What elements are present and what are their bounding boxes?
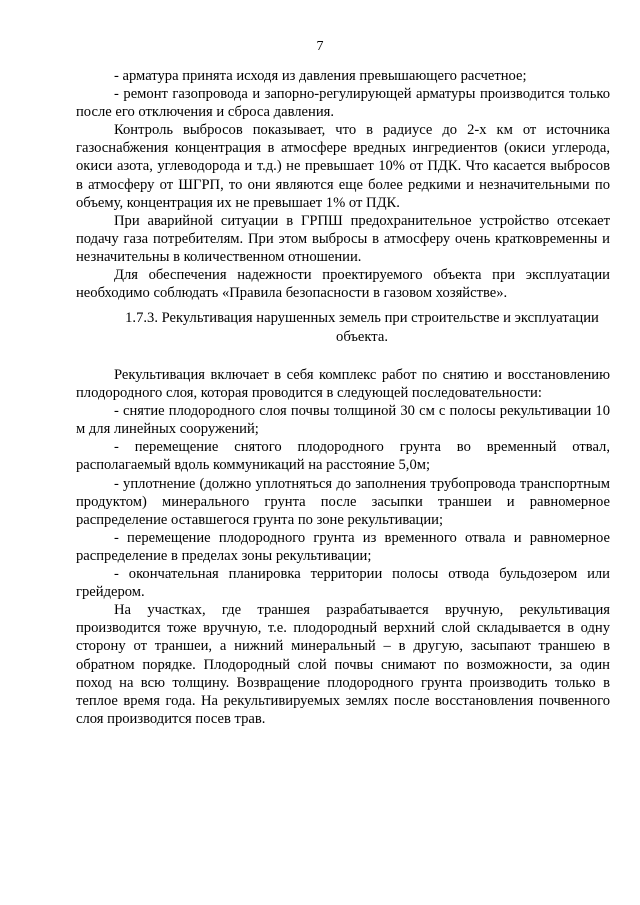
text-block-bottom [76,366,610,728]
paragraph: - снятие плодородного слоя почвы толщиной 30 см с полосы рекультивации 10 м для линейных сооружений; [76,403,610,438]
paragraph: - уплотнение (должно уплотняться до заполнения трубопровода транспортным продуктом) минерального грунта после засыпки траншеи и равномерное распределение оставшегося грунта по зоне рекультивации; [76,475,610,528]
paragraph: - ремонт газопровода и запорно-регулирующей арматуры производится только после его отключения и сброса давления. [76,86,610,121]
paragraph: - перемещение снятого плодородного грунта во временный отвал, располагаемый вдоль коммуникаций на расстояние 5,0м; [76,439,610,474]
paragraph: Рекультивация включает в себя комплекс работ по снятию и восстановлению плодородного слоя, которая проводится в следующей последовательности: [76,367,610,402]
page-number: 7 [316,39,324,54]
paragraph: Контроль выбросов показывает, что в радиусе до 2-х км от источника газоснабжения концентрация в атмосфере вредных ингредиентов (окиси углерода, окиси азота, углеводорода и т.д.) не превышает 10% от ПДК. Что касается выбросов в атмосферу от ШГРП, то они являются еще более редкими и незначительными по объему, концентрация их не превышает 1% от ПДК. [76,122,610,211]
paragraph: - перемещение плодородного грунта из временного отвала и равномерное распределение в пределах зоны рекультивации; [76,529,610,564]
text-block-top [76,67,610,302]
paragraph: - арматура принята исходя из давления превышающего расчетное; [114,68,527,84]
paragraph: На участках, где траншея разрабатывается вручную, рекультивация производится тоже вручную, т.е. плодородный верхний слой складывается в одну сторону от траншеи, а нижний минеральный – в другую, засыпают траншею в обратном порядке. Плодородный слой почвы снимают по возможности, за один поход на всю толщину. Возвращение плодородного грунта производить только в теплое время года. На рекультивируемых землях после восстановления почвенного слоя производится посев трав. [76,602,610,727]
section-heading: 1.7.3. Рекультивация нарушенных земель при строительстве и эксплуатации объекта. [125,310,599,345]
paragraph: Для обеспечения надежности проектируемого объекта при эксплуатации необходимо соблюдать «Правила безопасности в газовом хозяйстве». [76,267,610,302]
paragraph: - окончательная планировка территории полосы отвода бульдозером или грейдером. [76,566,610,601]
paragraph: При аварийной ситуации в ГРПШ предохранительное устройство отсекает подачу газа потребителям. При этом выбросы в атмосферу очень кратковременны и незначительны в количественном отношении. [76,212,610,265]
